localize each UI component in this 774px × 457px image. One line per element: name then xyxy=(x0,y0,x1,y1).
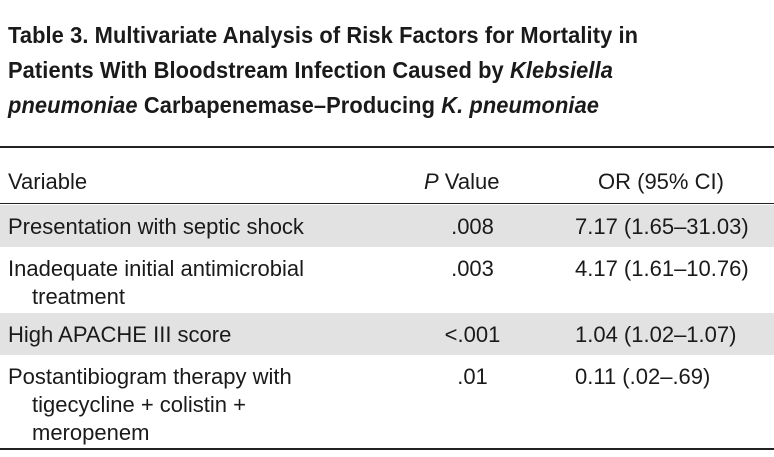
table-title-organism-short: K. pneumoniae xyxy=(441,92,600,118)
cell-p-value: .003 xyxy=(451,256,494,281)
table-bottom-rule xyxy=(0,448,774,450)
column-header-p-symbol: P xyxy=(424,169,439,194)
table-row xyxy=(0,205,774,247)
cell-variable-line: Presentation with septic shock xyxy=(8,214,304,239)
cell-variable xyxy=(8,363,378,447)
cell-p-value: <.001 xyxy=(444,322,501,347)
table-header-rule xyxy=(0,203,774,204)
cell-odds-ratio: 7.17 (1.65–31.03) xyxy=(575,214,749,239)
table-title-text-2: Carbapenemase–Producing xyxy=(137,92,442,118)
column-header-p-label: Value xyxy=(438,169,500,194)
cell-odds-ratio: 4.17 (1.61–10.76) xyxy=(575,256,749,281)
column-header-or: OR (95% CI) xyxy=(598,169,724,194)
table-row xyxy=(0,355,774,447)
table-title-organism: Klebsiella pneumoniae xyxy=(8,57,613,118)
table-top-rule xyxy=(0,146,774,148)
cell-variable-line: Postantibiogram therapy with xyxy=(8,364,292,389)
table-row xyxy=(0,313,774,355)
cell-variable xyxy=(8,255,378,311)
table-row xyxy=(0,247,774,313)
column-header-p-value xyxy=(424,168,499,196)
column-header-variable: Variable xyxy=(8,169,88,194)
table-title-text: Table 3. Multivariate Analysis of Risk Factors for Mortality in Patients With Bloodstream Infection Caused by xyxy=(8,22,639,83)
cell-variable-line: High APACHE III score xyxy=(8,322,232,347)
cell-p-value: .008 xyxy=(451,214,494,239)
cell-odds-ratio: 1.04 (1.02–1.07) xyxy=(575,322,737,347)
cell-variable xyxy=(8,213,378,241)
cell-variable-line: Inadequate initial antimicrobial xyxy=(8,256,304,281)
cell-variable-line: meropenem xyxy=(32,420,150,445)
table-title xyxy=(8,18,715,123)
cell-variable-line: treatment xyxy=(32,284,125,309)
cell-odds-ratio: 0.11 (.02–.69) xyxy=(575,364,711,389)
cell-variable xyxy=(8,321,378,349)
cell-p-value: .01 xyxy=(457,364,488,389)
cell-variable-line: tigecycline + colistin + xyxy=(32,392,246,417)
